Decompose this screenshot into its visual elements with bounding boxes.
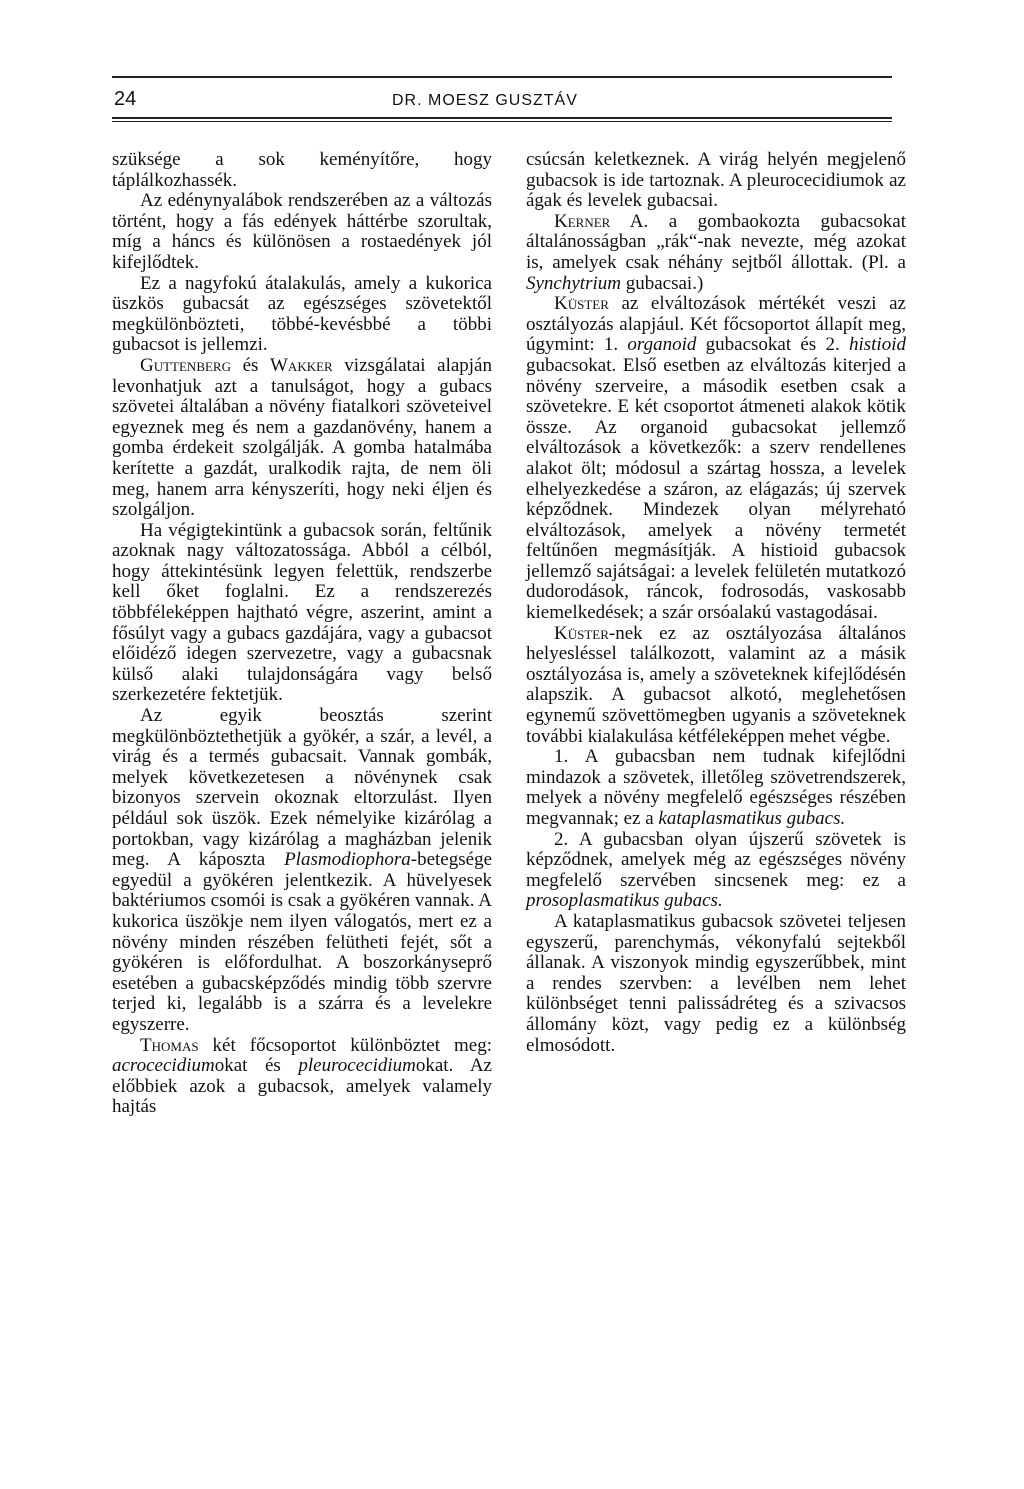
term: organoid <box>627 334 697 356</box>
left-column <box>112 150 492 1118</box>
author-name: Thomas <box>140 1034 199 1056</box>
author-name: Wakker <box>270 354 333 376</box>
paragraph <box>526 294 906 624</box>
taxon-name: Plasmodiophora <box>284 849 411 871</box>
paragraph <box>526 212 906 294</box>
header-rule-bottom-thin <box>112 121 892 122</box>
paragraph <box>526 747 906 829</box>
paragraph <box>112 1036 492 1118</box>
paragraph: csúcsán keletkeznek. A virág helyén megjelenő gubacsok is ide tartoznak. A pleurocecidiumok az ágak és levelek gubacsai. <box>526 149 906 212</box>
text-run: 1. A gubacsban nem tudnak kifejlődni mindazok a szövetek, illetőleg szövetrendszerek, melyek a növény megfelelő egészséges részében megvannak; ez a <box>526 746 906 829</box>
paragraph <box>526 830 906 912</box>
header-rule-bottom <box>112 117 892 119</box>
paragraph: Ha végigtekintünk a gubacsok során, feltűnik azoknak nagy változatossága. Abból a célból, hogy áttekintésünk legyen felettük, rendszerbe kell őket foglalni. Ez a rendszerezés többféleképpen hajtható végre, aszerint, amint a fősúlyt vagy a gubacs gazdájára, vagy a gubacsot előidéző idegen szervezetre, vagy a gubacsnak külső alaki tulajdonságára vagy belső szerkezetére fektetjük. <box>112 519 492 706</box>
text-run: 2. A gubacsban olyan újszerű szövetek is képződnek, amelyek még az egészséges növény megfelelő szervében sincsenek meg: ez a <box>526 828 906 891</box>
term: acrocecidium <box>112 1055 215 1077</box>
term: prosoplasmatikus gubacs. <box>526 890 723 912</box>
page-number: 24 <box>114 88 137 110</box>
term: pleurocecidium <box>298 1055 416 1077</box>
text-run: vizsgálatai alapján levonhatjuk azt a tanulságot, hogy a gubacs szövetei általában a növény fiatalkori szöveteivel egyeznek meg és nem a gazdanövény, hanem a gomba érdekeit szolgálják. A gomba hatalmába kerítette a gazdát, uralkodik rajta, de nem öli meg, hanem arra kényszeríti, hogy neki éljen és szolgáljon. <box>112 354 492 521</box>
paragraph: A kataplasmatikus gubacsok szövetei teljesen egyszerű, parenchymás, vékonyfalú sejtekből állanak. A viszonyok mindig egyszerűbbek, mint a rendes szervben: a levélben nem lehet különbséget tenni palissádréteg és a szivacsos állomány közt, vagy pedig ez a különbség elmosódott. <box>526 910 906 1056</box>
text-run: Az egyik beosztás szerint megkülönböztethetjük a gyökér, a szár, a levél, a virág és a termés gubacsait. Vannak gombák, melyek következetesen a növénynek csak bizonyos szervein okoznak eltorzulást. Ilyen például sok üszök. Ezek némelyike kizárólag a portokban, vagy kizárólag a magházban jelenik meg. A káposzta <box>112 705 492 871</box>
text-run: -nek ez az osztályozása általános helyesléssel találkozott, valamint az a másik osztályozása is, amely a szöveteknek kifejlődésén alapszik. A gubacsot alkotó, meglehetősen egynemű szövettömegben ugyanis a szöveteknek további kialakulása kétféleképpen mehet végbe. <box>526 622 906 747</box>
author-name: Guttenberg <box>140 354 231 376</box>
text-run: gubacsokat és 2. <box>696 334 849 356</box>
paragraph: szüksége a sok keményítőre, hogy táplálkozhassék. <box>112 149 492 191</box>
running-head: DR. MOESZ GUSZTÁV <box>392 92 578 109</box>
author-name: Küster <box>554 622 609 644</box>
author-name: Küster <box>554 293 609 315</box>
paragraph: Az edénynyalábok rendszerében az a változás történt, hogy a fás edények háttérbe szorultak, míg a háncs és különösen a rostaedények jól kifejlődtek. <box>112 190 492 273</box>
text-run: gubacsokat. Első esetben az elváltozás kiterjed a növény szerveire, a második esetben csak a szövetekre. E két csoportot átmeneti alakok kötik össze. Az organoid gubacsokat jellemző elváltozások a következők: a szerv rendellenes alakot ölt; módosul a szártag hossza, a levelek elhelyezkedése a száron, az elágazás; új szervek képződnek. Mindezek olyan mélyreható elváltozások, amelyek a növény termetét feltűnően megmásítják. A histioid gubacsok jellemző sajátságai: a levelek felületén mutatkozó dudorodások, ráncok, fodrosodás, vaskosabb kiemelkedések; a szár orsóalakú vastagodásai. <box>526 354 906 624</box>
paragraph <box>526 624 906 748</box>
text-run: az elváltozások mértékét veszi az osztályozás alapjául. Két főcsoportot állapít meg, úgymint: 1. <box>526 293 906 356</box>
header-rule-top <box>112 76 892 78</box>
paragraph: Ez a nagyfokú átalakulás, amely a kukorica üszkös gubacsát az egészséges szövetektől megkülönbözteti, többé-kevésbbé a többi gubacsot is jellemzi. <box>112 272 492 356</box>
author-name: Kerner A. <box>554 210 649 232</box>
text-run: gubacsai.) <box>620 272 704 294</box>
text-run: okat. Az előbbiek azok a gubacsok, amelyek valamely hajtás <box>112 1055 492 1118</box>
text-run: okat és <box>214 1055 299 1077</box>
text-run: a gombaokozta gubacsokat általánosságban „rák“-nak nevezte, még azokat is, amelyek csak néhány sejtből állottak. (Pl. a <box>526 210 906 273</box>
term: histioid <box>848 334 906 356</box>
paragraph <box>112 356 492 521</box>
text-run: és <box>231 354 270 376</box>
text-run: -betegsége egyedül a gyökéren jelentkezik. A hüvelyesek baktériumos csomói is csak a gyökéren vannak. A kukorica üszökje nem ilyen válogatós, mert ez a növény minden részében felütheti fejét, sőt a gyökéren is előfordulhat. A boszorkányseprő esetében a gubacsképződés mindig több szervre terjed ki, legalább is a szárra és a levelekre egyszerre. <box>112 849 492 1035</box>
term: kataplasmatikus gubacs. <box>658 808 846 829</box>
paragraph <box>112 706 492 1036</box>
text-run: két főcsoportot különböztet meg: <box>198 1034 492 1056</box>
taxon-name: Synchytrium <box>526 272 621 294</box>
right-column <box>526 150 906 1056</box>
